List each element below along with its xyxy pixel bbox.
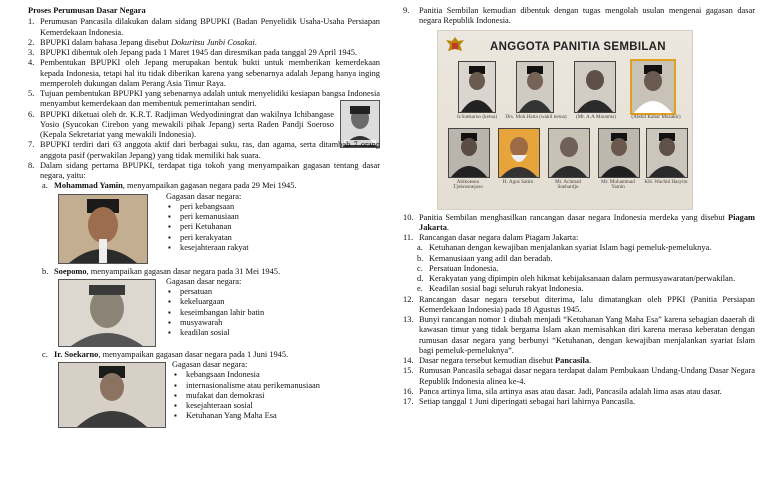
idea-point: ▪ kebangsaan Indonesia bbox=[172, 370, 320, 380]
right-column bbox=[403, 6, 755, 407]
section-title: Proses Perumusan Dasar Negara bbox=[28, 6, 146, 15]
list-item: 13. Bunyi rancangan nomor 1 diubah menjadi “Ketuhanan Yang Maha Esa” karena sebagian daaerah di kawasan timur yang tidak bergama Islam akan memisahkan diri karena merasa keberatan dengan rumusan dasar negara yang berbunyi “Ketuhanan, dengan kewajiban menjalankan syariat Islam bagi pemeluk-pemeluknya”. bbox=[403, 315, 755, 355]
member-photo bbox=[498, 128, 540, 178]
list-item: 8. Dalam sidang pertama BPUPKI, terdapat tiga tokoh yang menyampaikan gagasan tentang dasar negara, yaitu: bbox=[28, 160, 380, 180]
member-photo bbox=[516, 61, 554, 113]
piagam-item: c. Persatuan Indonesia. bbox=[417, 263, 499, 273]
list-item: 15. Rumusan Pancasila sebagai dasar negara terdapat dalam Pembukaan Undang-Undang Dasar Negara Republik Indonesia alinea ke-4. bbox=[403, 366, 755, 386]
figure-soepomo: b. Soepomo, menyampaikan gagasan dasar negara pada 31 Mei 1945. bbox=[42, 266, 281, 276]
soepomo-block bbox=[28, 277, 380, 350]
yamin-block bbox=[28, 192, 380, 267]
idea-point: ▪ musyawarah bbox=[166, 318, 264, 328]
idea-point: ▪ internasionalisme atau perikemanusiaan bbox=[172, 381, 320, 391]
idea-point: ▪ keadilan sosial bbox=[166, 328, 264, 338]
member-photo bbox=[548, 128, 590, 178]
list-item: 1. Perumusan Pancasila dilakukan dalam sidang BPUPKI (Badan Penyelidik Usaha-Usaha Persiapan Kemerdekaan Indonesia. bbox=[28, 17, 380, 37]
piagam-item: a. Ketuhanan dengan kewajiban menjalankan syariat Islam bagi pemeluk-pemeluknya. bbox=[417, 243, 712, 253]
idea-point: ▪ peri kemanusiaan bbox=[166, 212, 249, 222]
idea-point: ▪ persatuan bbox=[166, 287, 264, 297]
idea-point: ▪ kekeluargaan bbox=[166, 297, 264, 307]
list-item: 4. Pembentukan BPUPKI oleh Jepang merupakan bentuk bukti untuk memberikan kemerdekaan kepada Indonesia, tetapi hal itu tidak diberikan karena yang sebenarnya adalah Jepang hanya inging memperoleh dukungan dalam Perang Asia Timur Raya. bbox=[28, 58, 380, 88]
garuda-emblem-icon bbox=[444, 35, 466, 57]
member-caption: (Abdul Kahar Muzakir) bbox=[631, 113, 681, 120]
idea-point: ▪ peri Ketuhanan bbox=[166, 222, 249, 232]
piagam-item: e. Keadilan sosial bagi seluruh rakyat Indonesia. bbox=[417, 284, 584, 294]
yamin-ideas: Gagasan dasar negara: ▪ peri kebangsaan ▪ peri kemanusiaan ▪ peri Ketuhanan ▪ peri kerakyatan ▪ kesejahteraan rakyat bbox=[166, 192, 249, 254]
figure-yamin: a. Mohammad Yamin, menyampaikan gagasan negara pada 29 Mei 1945. bbox=[42, 181, 297, 191]
member-caption: KH. Wachid Hasyim bbox=[644, 178, 688, 185]
idea-point: ▪ peri kebangsaan bbox=[166, 202, 249, 212]
idea-point: ▪ mufakat dan demokrasi bbox=[172, 391, 320, 401]
list-item: 2. BPUPKI dalam bahasa Jepang disebut Dokuritsu Junbi Cosakai. bbox=[28, 37, 257, 47]
idea-point: ▪ keseimbangan lahir batin bbox=[166, 308, 264, 318]
yamin-photo bbox=[58, 194, 148, 264]
member-caption: Ir.Soekarno (ketua) bbox=[456, 113, 498, 120]
soepomo-photo bbox=[58, 279, 156, 347]
figure-soekarno: c. Ir. Soekarno, menyampaikan gagasan dasar negara pada 1 Juni 1945. bbox=[42, 349, 289, 359]
list-item: 12. Rancangan dasar negara tersebut diterima, lalu dimatangkan oleh PPKI (Panitia Persiapan Kemerdekaan Indonesia) pada 18 Agustus 1945. bbox=[403, 294, 755, 314]
soekarno-block bbox=[28, 360, 380, 430]
list-item: 11. Rancangan dasar negara dalam Piagam Jakarta: bbox=[403, 233, 579, 242]
idea-point: ▪ kesejahteraan sosial bbox=[172, 401, 320, 411]
member-caption: Drs. Moh.Hatta (wakil ketua) bbox=[505, 113, 567, 120]
list-item: 5. Tujuan pembentukan BPUPKI yang sebenarnya adalah untuk menyelidiki kesiapan bangsa Indonesia menyambut kemerdekaan dan membentuk pemerintahan sendiri. bbox=[28, 89, 380, 109]
member-caption: H. Agus Salim bbox=[502, 178, 534, 185]
member-photo bbox=[574, 61, 616, 113]
list-item: 6. BPUPKI diketuai oleh dr. K.R.T. Radjiman Wedyodiningrat dan wakilnya Ichibangase Yosio (Syucokan Cirebon yang mewakili pihak Jepang) serta Raden Pandji Soeroso (Kepala Sekretariat yang mewakili Indonesia). bbox=[28, 110, 380, 141]
idea-point: ▪ peri kerakyatan bbox=[166, 233, 249, 243]
panel-title: ANGGOTA PANITIA SEMBILAN bbox=[490, 40, 666, 53]
left-column bbox=[28, 6, 380, 430]
member-caption: Abikoesno Tjokrosoejoso bbox=[453, 178, 483, 191]
soepomo-ideas: Gagasan dasar negara: ▪ persatuan ▪ kekeluargaan ▪ keseimbangan lahir batin ▪ musyawarah ▪ keadilan sosial bbox=[166, 277, 264, 339]
list-item: 9. Panitia Sembilan kemudian dibentuk dengan tugas mengolah usulan mengenai gagasan dasar negara Republik Indonesia. bbox=[403, 6, 755, 26]
piagam-item: b. Kemanusiaan yang adil dan beradab. bbox=[417, 253, 553, 263]
soekarno-photo bbox=[58, 362, 166, 428]
member-photo bbox=[630, 59, 676, 115]
list-item: 7. BPUPKI terdiri dari 63 anggota aktif dari berbagai suku, ras, dan agama, serta ditambah 7 orang anggota pasif (perwakilan Jepang) yang tidak memiliki hak suara. bbox=[28, 140, 380, 160]
member-photo bbox=[598, 128, 640, 178]
list-item: 3. BPUPKI dibentuk oleh Jepang pada 1 Maret 1945 dan diresmikan pada tanggal 29 April 1945. bbox=[28, 48, 358, 57]
member-caption: Mr. Muhammad Yamin bbox=[601, 178, 635, 191]
piagam-item: d. Kerakyatan yang dipimpin oleh hikmat kebijaksanaan dalam permusyawaratan/perwakilan. bbox=[417, 274, 736, 283]
member-photo bbox=[458, 61, 496, 113]
list-item: 10. Panitia Sembilan menghasilkan rancangan dasar negara Indonesia merdeka yang disebut Piagam Jakarta. bbox=[403, 212, 755, 232]
idea-point: ▪ Ketuhanan Yang Maha Esa bbox=[172, 411, 320, 421]
member-photo bbox=[448, 128, 490, 178]
member-caption: (Mr. A.A Maramis) bbox=[575, 113, 617, 120]
idea-point: ▪ kesejahteraan rakyat bbox=[166, 243, 249, 253]
soekarno-ideas: Gagasan dasar negara: ▪ kebangsaan Indonesia ▪ internasionalisme atau perikemanusiaan ▪ mufakat dan demokrasi ▪ kesejahteraan sosial ▪ Ketuhanan Yang Maha Esa bbox=[172, 360, 320, 422]
list-item: 17. Setiap tanggal 1 Juni diperingati sebagai hari lahirnya Pancasila. bbox=[403, 397, 636, 406]
list-item: 14. Dasar negara tersebut kemudian disebut Pancasila. bbox=[403, 356, 592, 365]
member-photo bbox=[646, 128, 688, 178]
member-caption: Mr. Achmad Soebardjo bbox=[555, 178, 581, 191]
list-item: 16. Panca artinya lima, sila artinya asas atau dasar. Jadi, Pancasila adalah lima asas atau dasar. bbox=[403, 386, 722, 396]
panitia-sembilan-panel bbox=[437, 30, 693, 210]
